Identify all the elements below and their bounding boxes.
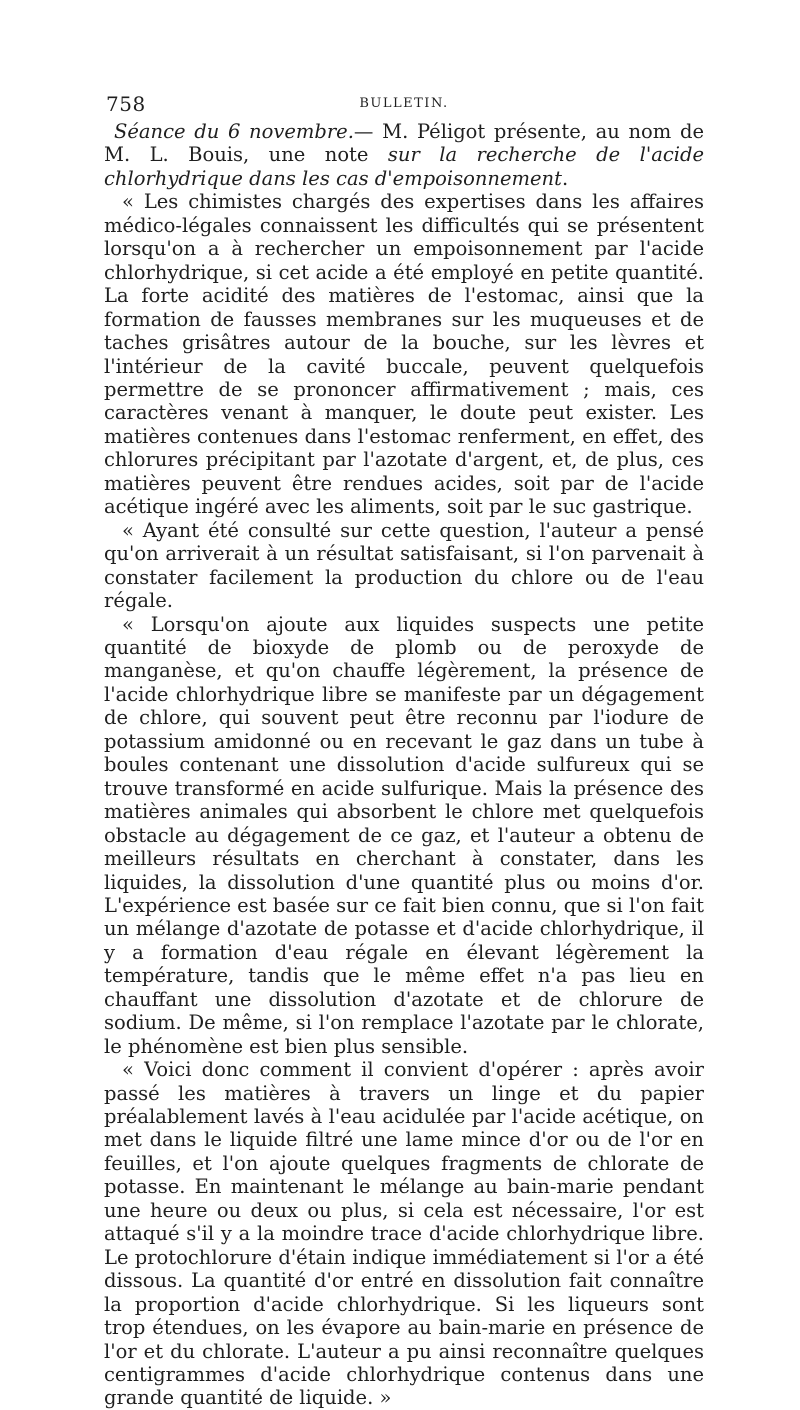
- session-date: Séance du 6 novembre.: [114, 120, 354, 143]
- running-title: BULLETIN.: [359, 96, 449, 111]
- paragraph-1: « Les chimistes chargés des expertises dans les affaires médico-légales connaissent les difficultés qui se présentent lorsqu'on a à rechercher un empoisonnement par l'acide chlorhydrique, si cet acide a été employé en petite quantité. La forte acidité des matières de l'estomac, ainsi que la formation de fausses membranes sur les muqueuses et de taches grisâtres autour de la bouche, sur les lèvres et l'intérieur de la cavité buccale, peuvent quelquefois permettre de se prononcer affirmativement ; mais, ces caractères venant à manquer, le doute peut exister. Les matières contenues dans l'estomac renferment, en effet, des chlorures précipitant par l'azotate d'argent, et, de plus, ces matières peuvent être rendues acides, soit par de l'acide acétique ingéré avec les aliments, soit par le suc gastrique.: [104, 190, 704, 519]
- intro-text: — M. Péligot présente, au nom de M. L. Bouis, une note: [104, 120, 704, 167]
- article-body: [104, 120, 704, 1410]
- intro-paragraph: [104, 120, 704, 190]
- paragraph-2: « Ayant été consulté sur cette question, l'auteur a pensé qu'on arriverait à un résultat satisfaisant, si l'on parvenait à constater facilement la production du chlore ou de l'eau régale.: [104, 518, 704, 613]
- paragraph-4: « Voici donc comment il convient d'opérer : après avoir passé les matières à travers un linge et du papier préalablement lavés à l'eau acidulée par l'acide acétique, on met dans le liquide filtré une lame mince d'or ou de l'or en feuilles, et l'on ajoute quelques fragments de chlorate de potasse. En maintenant le mélange au bain-marie pendant une heure ou deux ou plus, si cela est nécessaire, l'or est attaqué s'il y a la moindre trace d'acide chlorhydrique libre. Le protochlorure d'étain indique immédiatement si l'or a été dissous. La quantité d'or entré en dissolution fait connaître la proportion d'acide chlorhydrique. Si les liqueurs sont trop étendues, on les évapore au bain-marie en présence de l'or et du chlorate. L'auteur a pu ainsi reconnaître quelques centigrammes d'acide chlorhydrique contenus dans une grande quantité de liquide. »: [104, 1058, 704, 1410]
- page-number: 758: [106, 92, 146, 116]
- note-title: la recherche de l'acide chlorhydrique dans les cas d'empoisonnement: [104, 143, 705, 190]
- page: [104, 92, 704, 1410]
- intro-sur: sur: [387, 143, 440, 167]
- intro-end: .: [561, 166, 569, 190]
- page-header: [104, 92, 704, 120]
- paragraph-3: « Lorsqu'on ajoute aux liquides suspects une petite quantité de bioxyde de plomb ou de peroxyde de manganèse, et qu'on chauffe légèrement, la présence de l'acide chlorhydrique libre se manifeste par un dégagement de chlore, qui souvent peut être reconnu par l'iodure de potassium amidonné ou en recevant le gaz dans un tube à boules contenant une dissolution d'acide sulfureux qui se trouve transformé en acide sulfurique. Mais la présence des matières animales qui absorbent le chlore met quelquefois obstacle au dégagement de ce gaz, et l'auteur a obtenu de meilleurs résultats en cherchant à constater, dans les liquides, la dissolution d'une quantité plus ou moins d'or. L'expérience est basée sur ce fait bien connu, que si l'on fait un mélange d'azotate de potasse et d'acide chlorhydrique, il y a formation d'eau régale en élevant légèrement la température, tandis que le même effet n'a pas lieu en chauffant une dissolution d'azotate et de chlorure de sodium. De même, si l'on remplace l'azotate par le chlorate, le phénomène est bien plus sensible.: [104, 612, 705, 1058]
